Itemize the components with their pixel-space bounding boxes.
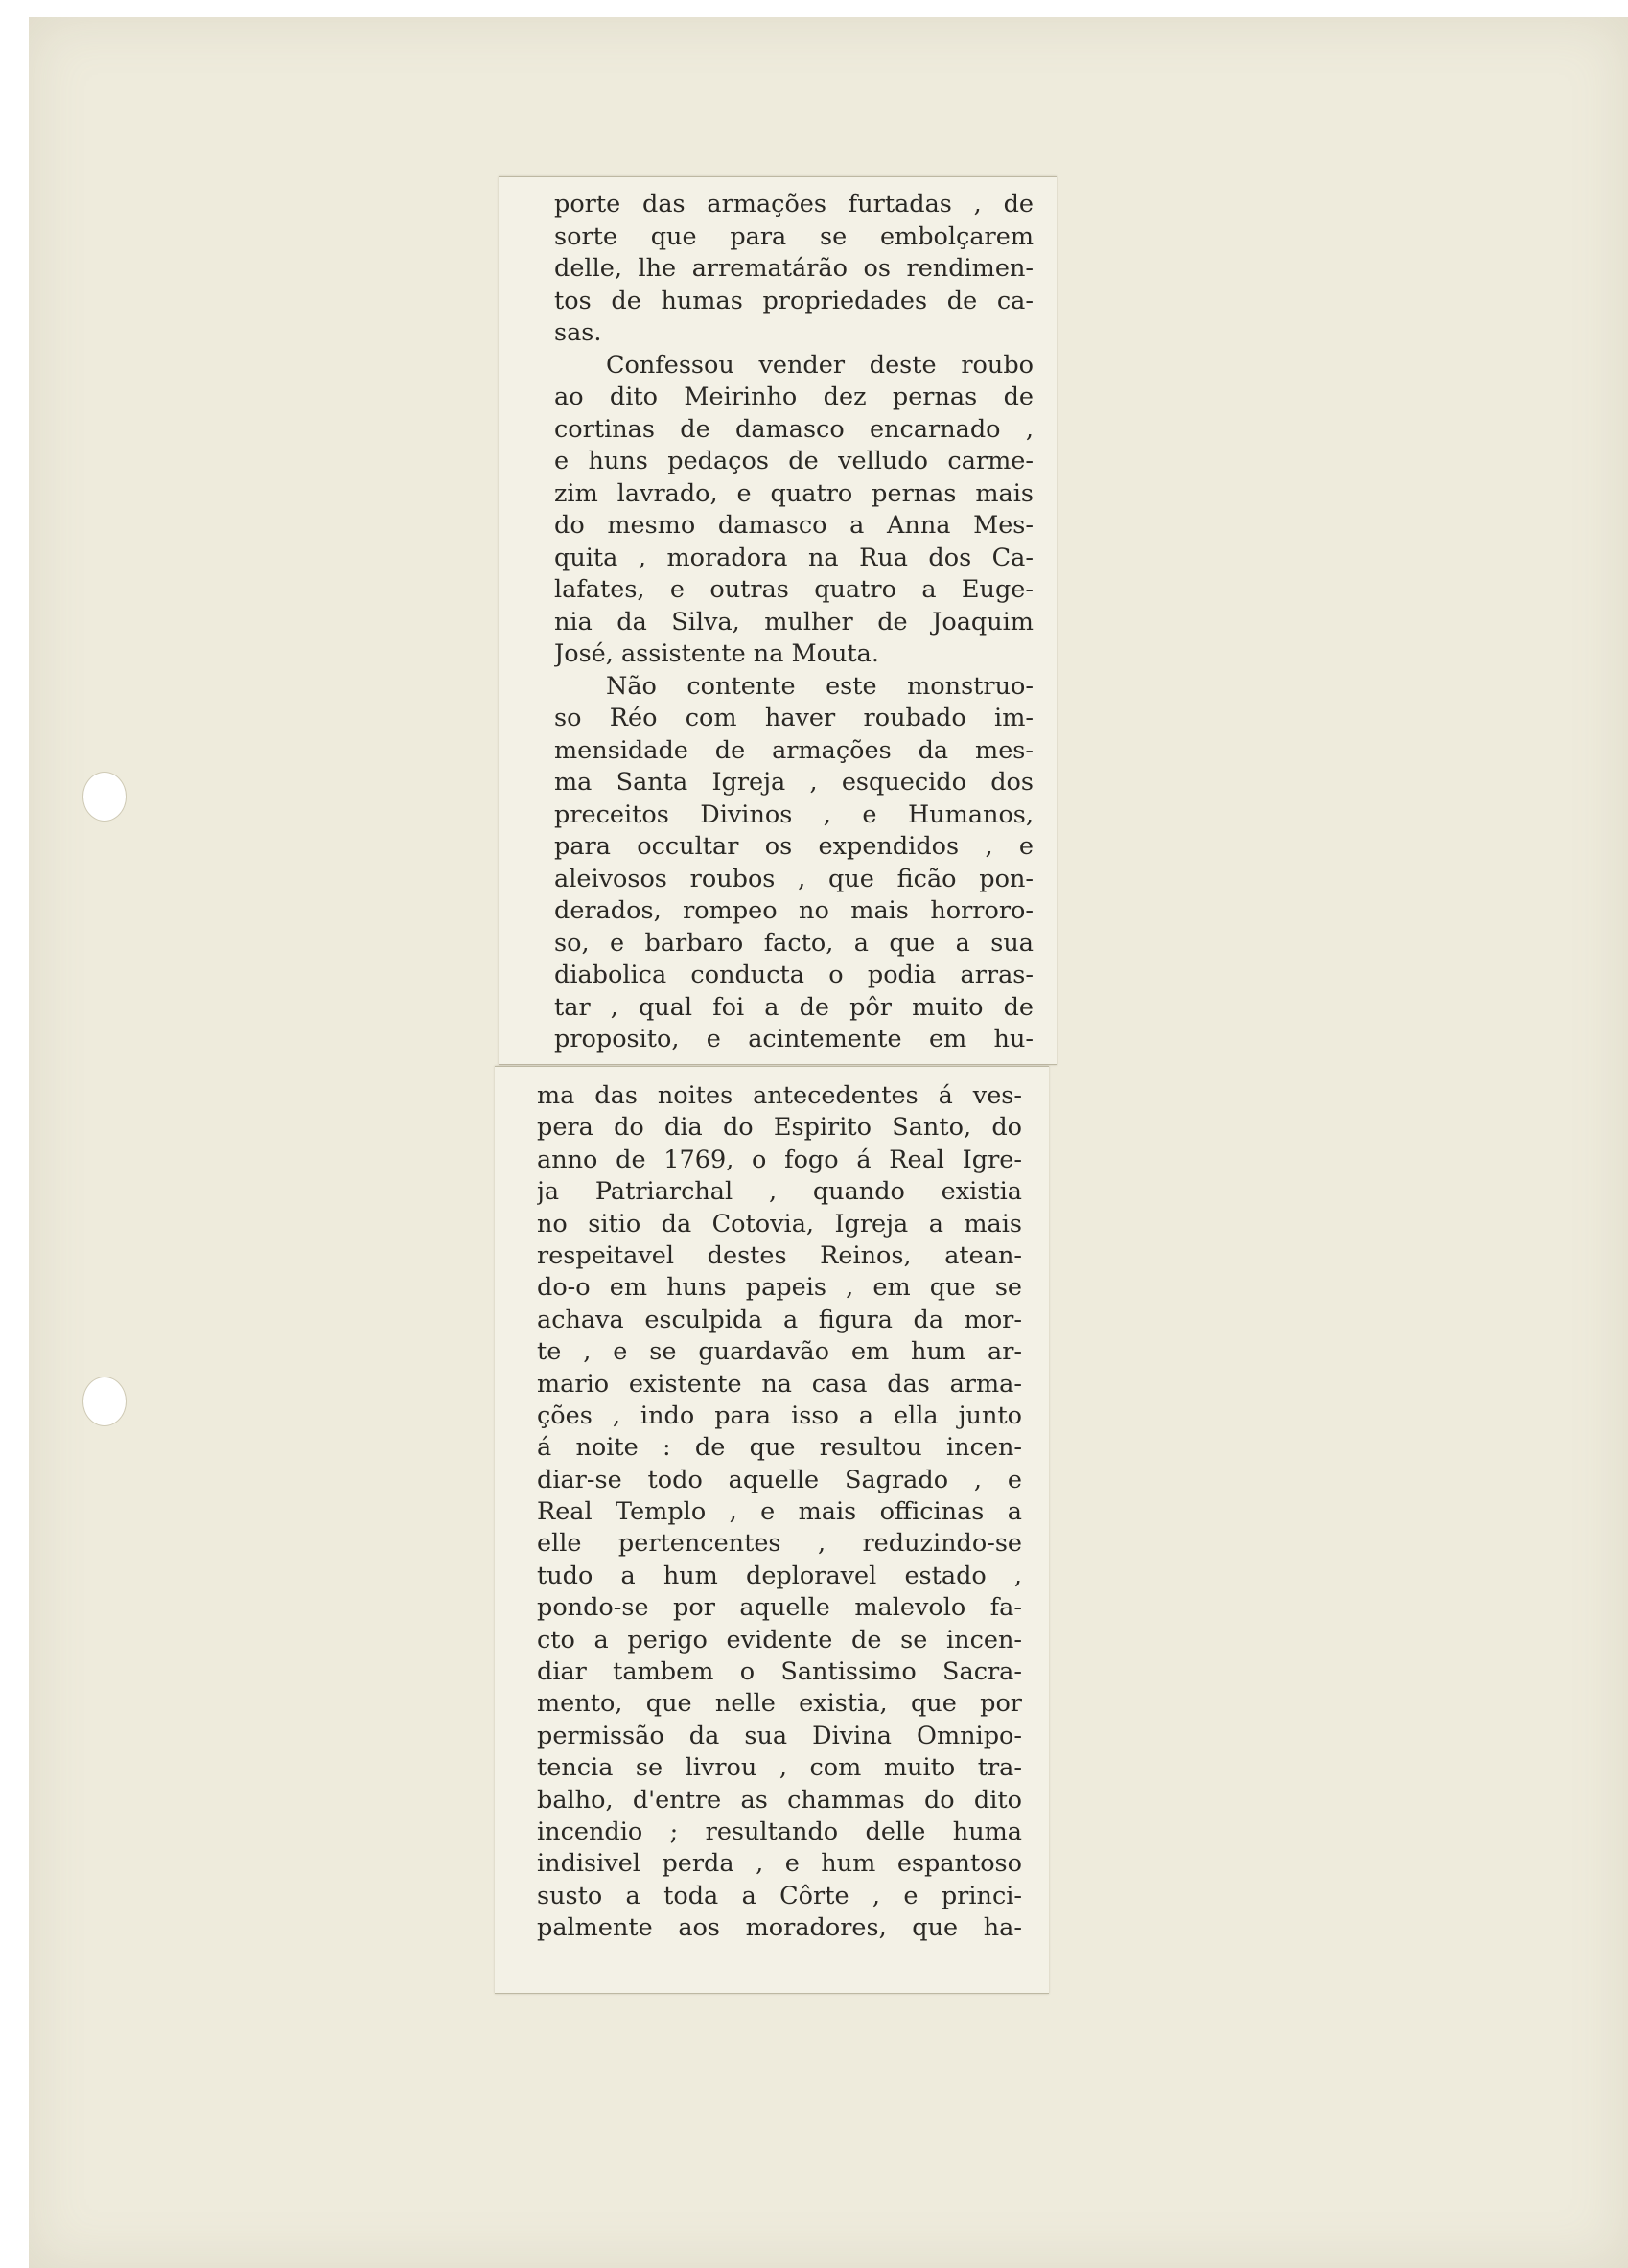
- text-line: derados, rompeo no mais horroro-: [554, 896, 1034, 925]
- text-line: indisivel perda , e hum espantoso: [537, 1849, 1022, 1879]
- text-line: mento, que nelle existia, que por: [537, 1689, 1022, 1719]
- text-line: Confessou vender deste roubo: [606, 350, 1034, 380]
- text-line: tos de humas propriedades de ca-: [554, 286, 1034, 315]
- text-line: sorte que para se embolçarem: [554, 221, 1034, 251]
- text-line: nia da Silva, mulher de Joaquim: [554, 607, 1034, 636]
- text-line: tencia se livrou , com muito tra-: [537, 1753, 1022, 1783]
- punch-hole: [82, 1377, 127, 1426]
- text-line: achava esculpida a figura da mor-: [537, 1305, 1022, 1334]
- text-line: cto a perigo evidente de se incen-: [537, 1625, 1022, 1655]
- text-line: do mesmo damasco a Anna Mes-: [554, 511, 1034, 540]
- text-line: ma Santa Igreja , esquecido dos: [554, 768, 1034, 797]
- text-line: ao dito Meirinho dez pernas de: [554, 382, 1034, 411]
- punch-hole: [82, 772, 127, 822]
- text-line: diar-se todo aquelle Sagrado , e: [537, 1465, 1022, 1494]
- text-line: Real Templo , e mais officinas a: [537, 1497, 1022, 1527]
- text-line: ções , indo para isso a ella junto: [537, 1400, 1022, 1430]
- text-line: porte das armações furtadas , de: [554, 190, 1034, 219]
- text-line: proposito, e acintemente em hu-: [554, 1025, 1034, 1053]
- text-line: so, e barbaro facto, a que a sua: [554, 928, 1034, 958]
- text-line: balho, d'entre as chammas do dito: [537, 1785, 1022, 1815]
- text-line: José, assistente na Mouta.: [554, 639, 879, 668]
- text-line: lafates, e outras quatro a Euge-: [554, 575, 1034, 604]
- text-line: no sitio da Cotovia, Igreja a mais: [537, 1209, 1022, 1238]
- newspaper-clipping-bottom: [495, 1066, 1049, 1994]
- text-line: cortinas de damasco encarnado ,: [554, 414, 1034, 444]
- text-line: aleivosos roubos , que ficão pon-: [554, 864, 1034, 893]
- text-line: respeitavel destes Reinos, atean-: [537, 1240, 1022, 1270]
- newspaper-clipping-top: [499, 176, 1057, 1065]
- text-line: tudo a hum deploravel estado ,: [537, 1561, 1022, 1590]
- text-line: incendio ; resultando delle huma: [537, 1817, 1022, 1846]
- text-line: mario existente na casa das arma-: [537, 1369, 1022, 1399]
- text-line: á noite : de que resultou incen-: [537, 1433, 1022, 1463]
- text-line: permissão da sua Divina Omnipo-: [537, 1721, 1022, 1750]
- text-line: mensidade de armações da mes-: [554, 735, 1034, 765]
- text-line: delle, lhe arrematárão os rendimen-: [554, 254, 1034, 283]
- text-line: susto a toda a Côrte , e princi-: [537, 1881, 1022, 1910]
- text-line: do-o em huns papeis , em que se: [537, 1273, 1022, 1303]
- text-line: sas.: [554, 318, 602, 347]
- text-line: para occultar os expendidos , e: [554, 832, 1034, 861]
- text-line: zim lavrado, e quatro pernas mais: [554, 478, 1034, 508]
- text-line: Não contente este monstruo-: [606, 671, 1034, 701]
- text-line: so Réo com haver roubado im-: [554, 704, 1034, 732]
- text-line: elle pertencentes , reduzindo-se: [537, 1529, 1022, 1559]
- text-line: pondo-se por aquelle malevolo fa-: [537, 1593, 1022, 1623]
- text-line: pera do dia do Espirito Santo, do: [537, 1113, 1022, 1143]
- text-line: ja Patriarchal , quando existia: [537, 1177, 1022, 1207]
- text-line: diabolica conducta o podia arras-: [554, 960, 1034, 989]
- text-line: diar tambem o Santissimo Sacra-: [537, 1657, 1022, 1687]
- text-line: te , e se guardavão em hum ar-: [537, 1337, 1022, 1367]
- text-line: quita , moradora na Rua dos Ca-: [554, 543, 1034, 572]
- text-line: e huns pedaços de velludo carme-: [554, 447, 1034, 475]
- text-line: tar , qual foi a de pôr muito de: [554, 992, 1034, 1022]
- text-line: ma das noites antecedentes á ves-: [537, 1081, 1022, 1110]
- text-line: palmente aos moradores, que ha-: [537, 1913, 1022, 1943]
- text-line: anno de 1769, o fogo á Real Igre-: [537, 1145, 1022, 1174]
- text-line: preceitos Divinos , e Humanos,: [554, 799, 1034, 829]
